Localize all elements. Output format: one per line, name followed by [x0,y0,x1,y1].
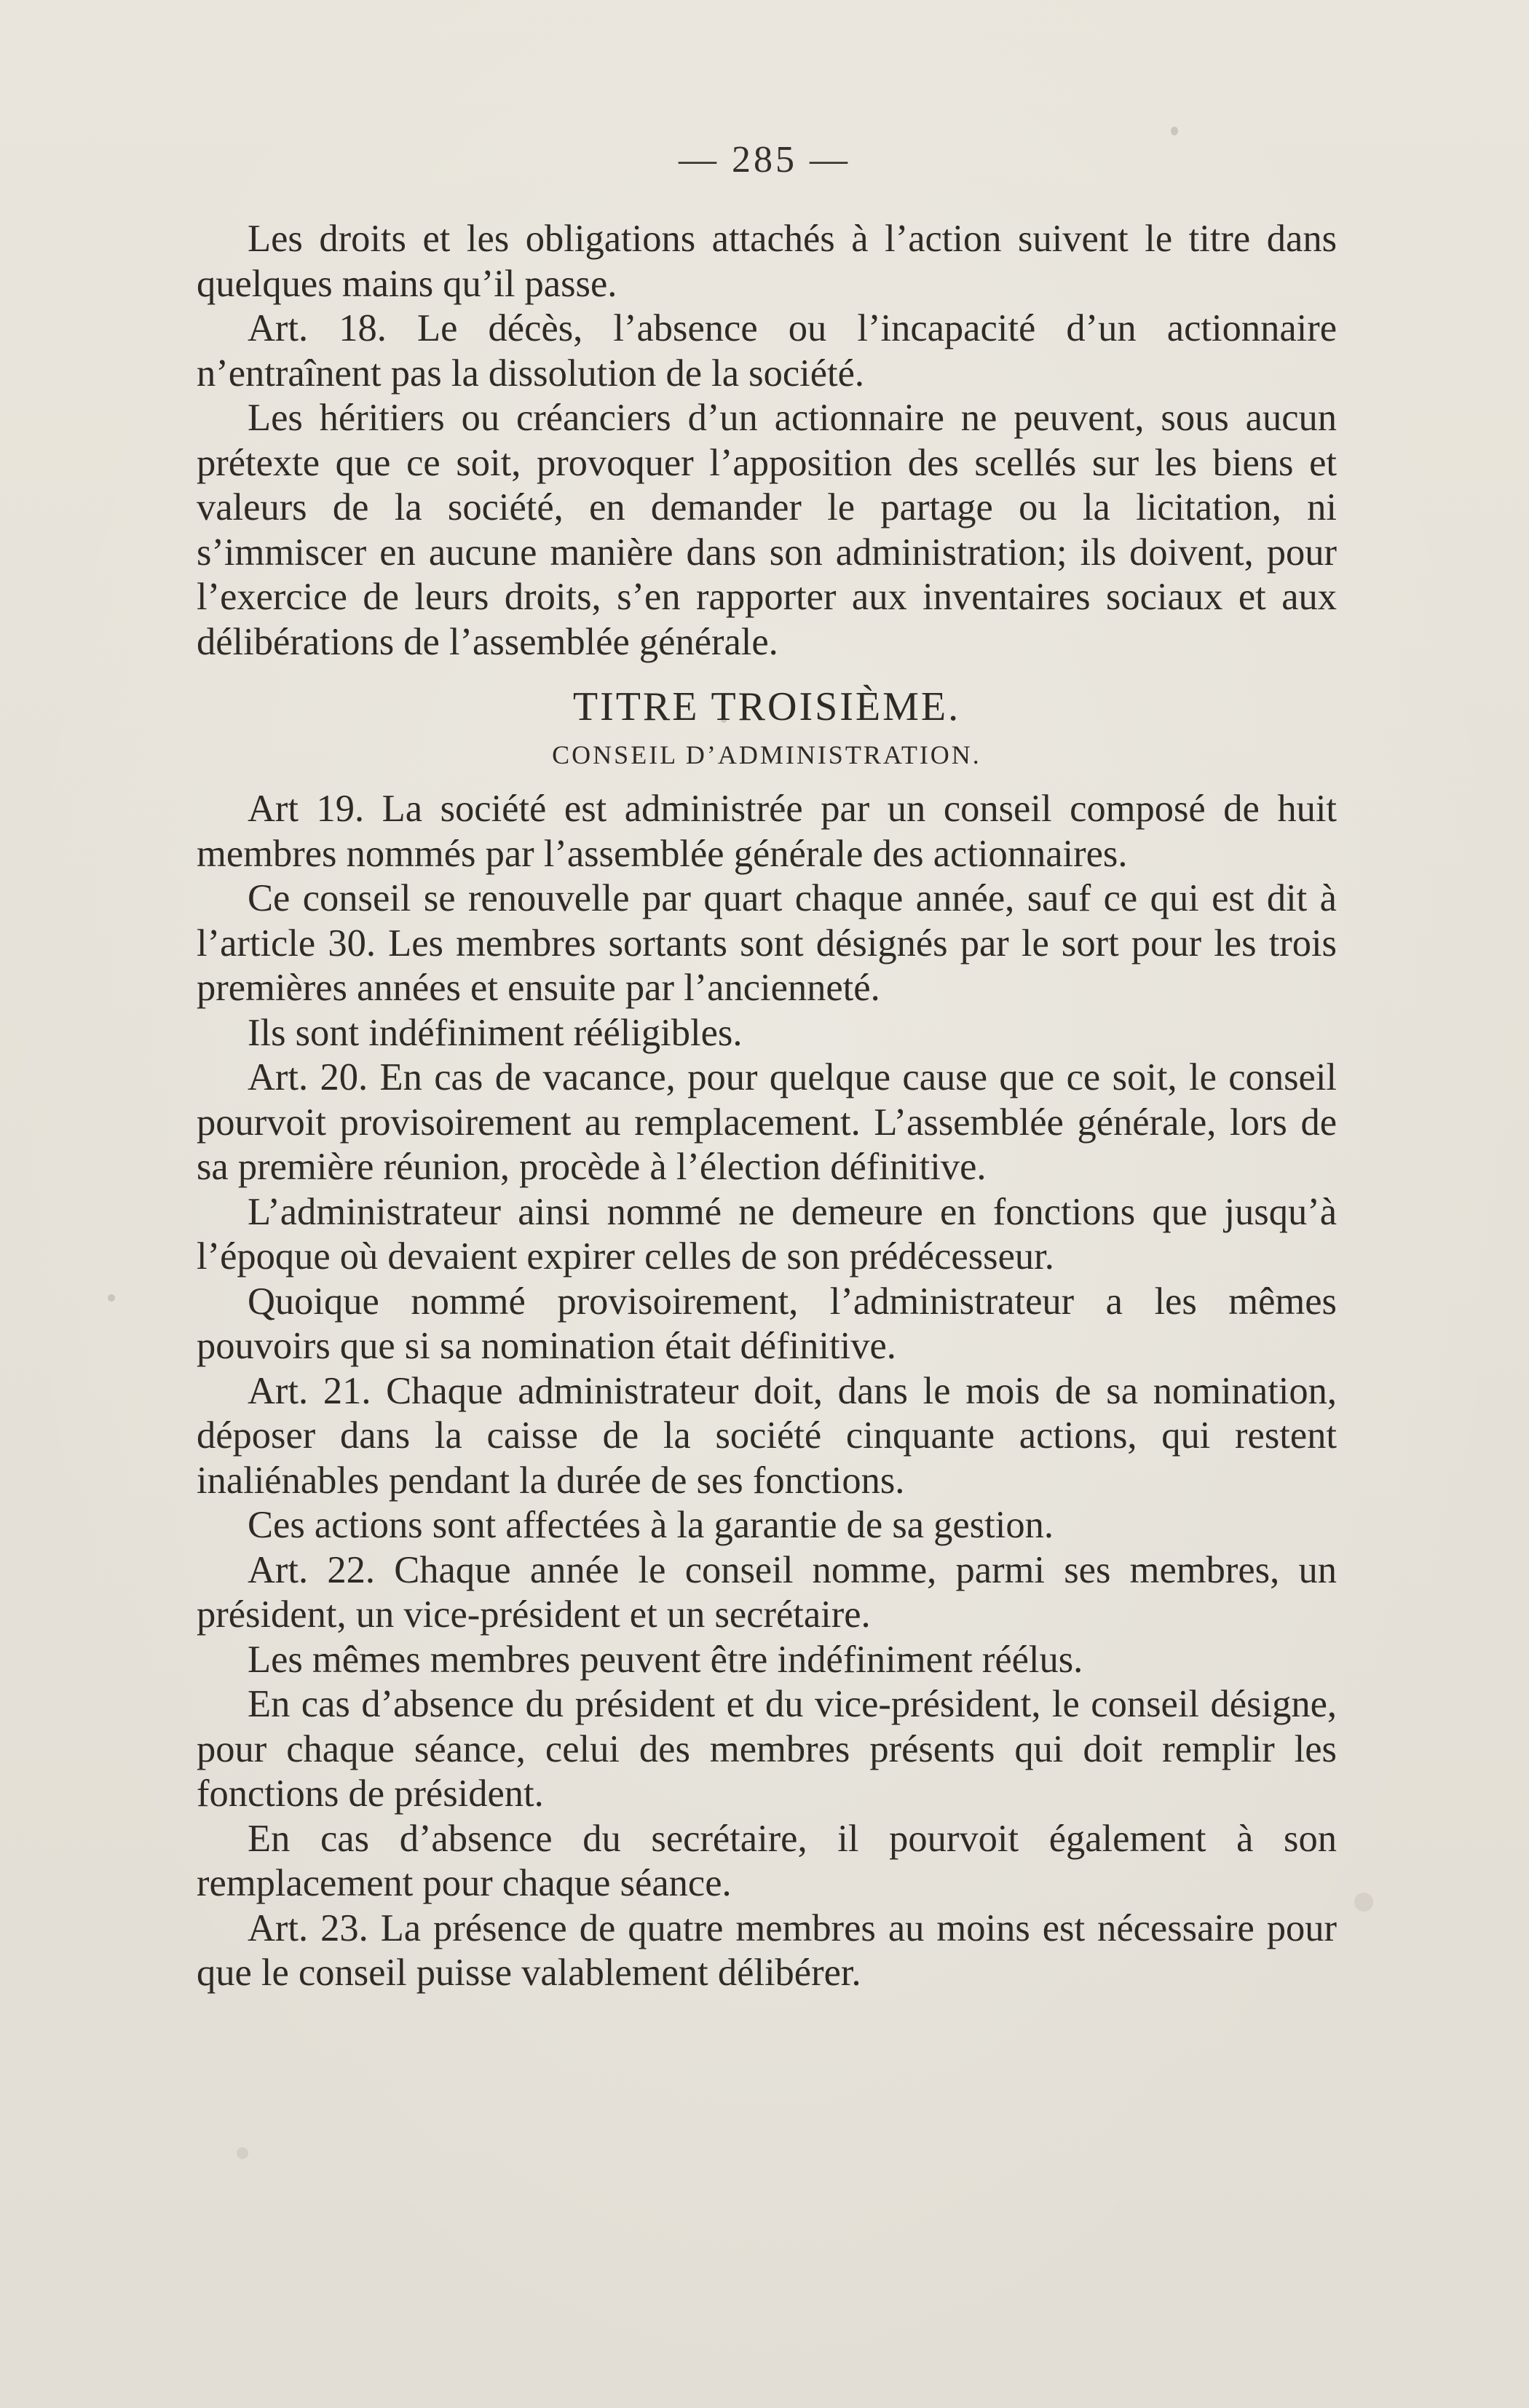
paper-speck [237,2147,248,2159]
paragraph: Art 19. La société est administrée par un conseil composé de huit membres nommés par l’assemblée générale des actionnaires. [197,788,1337,875]
paragraph: Ce conseil se renouvelle par quart chaque année, sauf ce qui est dit à l’article 30. Les membres sortants sont désignés par le sort pour les trois premières années et ensuite par l’ancienneté. [197,877,1337,1009]
paragraph: Les droits et les obligations attachés à l’action suivent le titre dans quelques mains qu’il passe. [197,218,1337,305]
paragraph: En cas d’absence du président et du vice-président, le conseil désigne, pour chaque séance, celui des membres présents qui doit remplir les fonctions de président. [197,1683,1337,1815]
paragraph: Art. 21. Chaque administrateur doit, dans le mois de sa nomination, déposer dans la caisse de la société cinquante actions, qui restent inaliénables pendant la durée de ses fonctions. [197,1369,1337,1502]
section-after-title [197,787,1337,1996]
paragraph: Les mêmes membres peuvent être indéfiniment réélus. [248,1638,1083,1681]
paragraph: En cas d’absence du secrétaire, il pourvoit également à son remplacement pour chaque séance. [197,1817,1337,1904]
section-title: TITRE TROISIÈME. [572,684,961,729]
paragraph: Art. 22. Chaque année le conseil nomme, parmi ses membres, un président, un vice-président et un secrétaire. [197,1548,1337,1636]
paragraph: Art. 20. En cas de vacance, pour quelque cause que ce soit, le conseil pourvoit provisoirement au remplacement. L’assemblée générale, lors de sa première réunion, procède à l’élection définitive. [197,1056,1337,1188]
paragraph: Quoique nommé provisoirement, l’administrateur a les mêmes pouvoirs que si sa nomination était définitive. [197,1280,1337,1367]
paragraph: Les héritiers ou créanciers d’un actionnaire ne peuvent, sous aucun prétexte que ce soit, provoquer l’apposition des scellés sur les biens et valeurs de la société, en demander le partage ou la licitation, ni s’immiscer en aucune manière dans son administration; ils doivent, pour l’exercice de leurs droits, s’en rapporter aux inventaires sociaux et aux délibérations de l’assemblée générale. [197,397,1337,663]
body-text [197,217,1337,1996]
paragraph: Ils sont indéfiniment rééligibles. [248,1011,743,1054]
paper-speck [108,1294,115,1302]
section-before-title [197,217,1337,665]
paper-speck [1171,127,1178,135]
section-subtitle: CONSEIL D’ADMINISTRATION. [552,740,981,769]
paper-speck [1354,1893,1373,1912]
paragraph: L’administrateur ainsi nommé ne demeure en fonctions que jusqu’à l’époque où devaient expirer celles de son prédécesseur. [197,1190,1337,1278]
paragraph: Art. 18. Le décès, l’absence ou l’incapacité d’un actionnaire n’entraînent pas la dissolution de la société. [197,307,1337,395]
paragraph: Art. 23. La présence de quatre membres au moins est nécessaire pour que le conseil puisse valablement délibérer. [197,1906,1337,1994]
paragraph: Ces actions sont affectées à la garantie de sa gestion. [248,1504,1054,1546]
page-number: — 285 — [679,139,850,181]
